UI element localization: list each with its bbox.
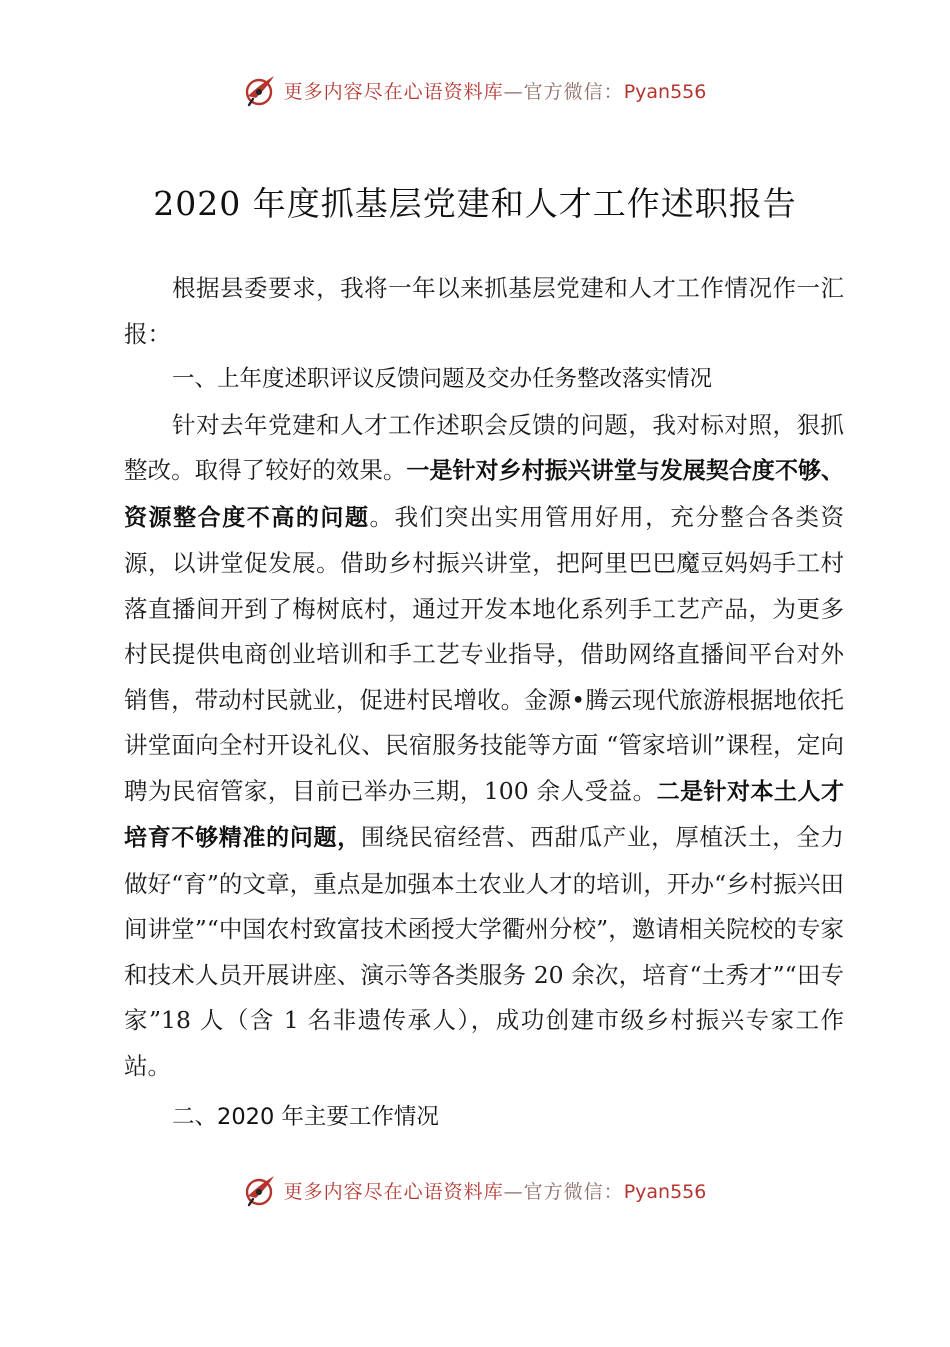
watermark-footer <box>0 1172 950 1208</box>
watermark-id: Pyan556 <box>623 1180 707 1203</box>
watermark-main: 更多内容尽在心语资料库 <box>283 1180 504 1203</box>
document-title: 2020 年度抓基层党建和人才工作述职报告 <box>153 184 797 223</box>
quill-logo-icon <box>244 72 278 108</box>
watermark-main: 更多内容尽在心语资料库 <box>283 80 504 103</box>
watermark-text <box>284 77 707 104</box>
section-1-heading: 一、上年度述职评议反馈问题及交办任务整改落实情况 <box>172 366 713 392</box>
section-1-paragraph <box>124 403 844 1090</box>
watermark-sep: —官方微信： <box>503 1180 624 1203</box>
para1-bold-2: 二是针对本土人才培育不够精准的问题， <box>124 778 844 851</box>
intro-paragraph: 根据县委要求，我将一年以来抓基层党建和人才工作情况作一汇报： <box>124 274 844 348</box>
watermark-id: Pyan556 <box>623 80 707 103</box>
document-body <box>124 266 844 1141</box>
para1-bold-1: 一是针对乡村振兴讲堂与发展契合度不够、资源整合度不高的问题 <box>124 458 845 531</box>
para1-start: 针对去年党建和人才工作述职会反馈的问题，我对标对照，狠抓整改。取得了较好的效果。 <box>124 410 844 484</box>
para1-end: 围绕民宿经营、西甜瓜产业，厚植沃土，全力做好“育”的文章，重点是加强本土农业人才的培训，开办“乡村振兴田间讲堂”“中国农村致富技术函授大学衢州分校”，邀请相关院校的专家和技术人员开展讲座、演示等各类服务 20 余次，培育“土秀才”“田专家”18 人（含 1 名非遗传承人），成功创建市级乡村振兴专家工作站。 <box>124 823 845 1080</box>
watermark-sep: —官方微信： <box>503 80 624 103</box>
section-2-heading: 二、2020 年主要工作情况 <box>172 1104 439 1130</box>
watermark-text <box>284 1177 707 1204</box>
watermark-header <box>0 72 950 108</box>
para1-mid: 。我们突出实用管用好用，充分整合各类资源，以讲堂促发展。借助乡村振兴讲堂，把阿里巴巴魔豆妈妈手工村落直播间开到了梅树底村，通过开发本地化系列手工艺产品，为更多村民提供电商创业培训和手工艺专业指导，借助网络直播间平台对外销售，带动村民就业，促进村民增收。金源•腾云现代旅游根据地依托讲堂面向全村开设礼仪、民宿服务技能等方面 “管家培训”课程，定向聘为民宿管家，目前已举办三期，100 余人受益。 <box>124 502 845 805</box>
quill-logo-icon <box>244 1172 278 1208</box>
